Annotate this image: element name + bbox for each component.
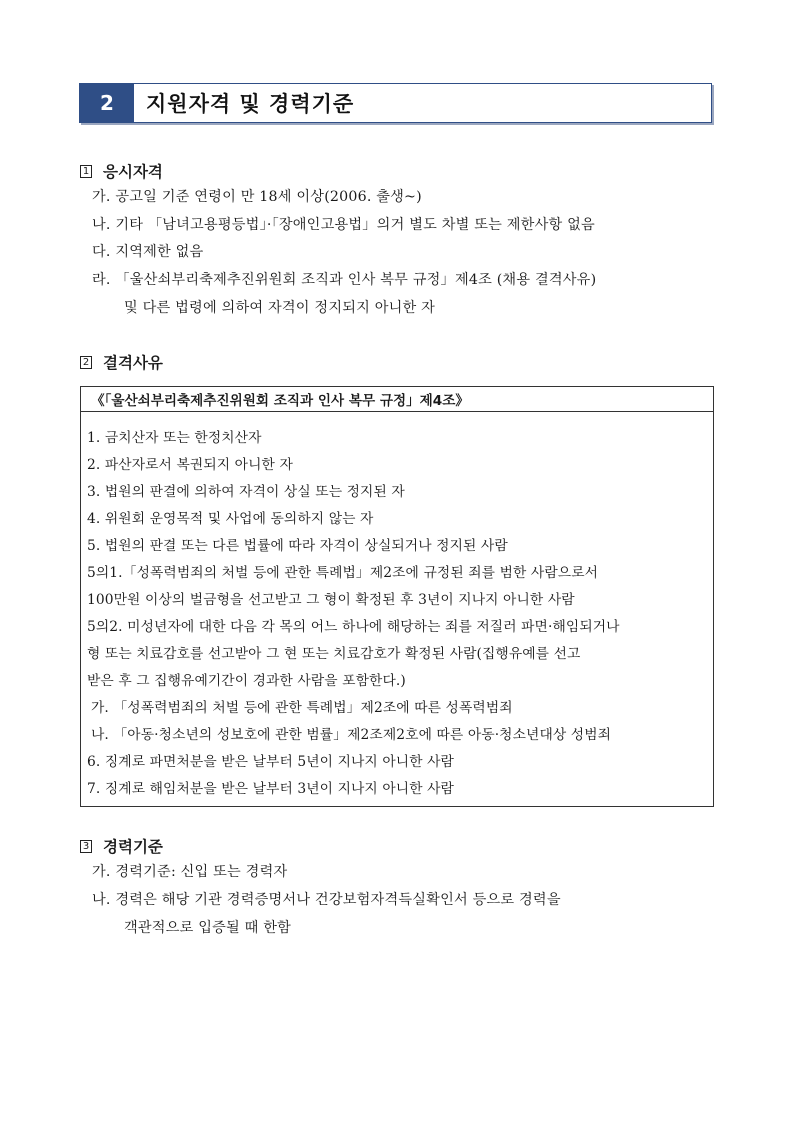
career-item: 나. 경력은 해당 기관 경력증명서나 건강보험자격득실확인서 등으로 경력을 — [92, 892, 561, 908]
box-line: 7. 징계로 해임처분을 받은 날부터 3년이 지나지 아니한 사람 — [87, 781, 454, 797]
qualification-item: 다. 지역제한 없음 — [92, 244, 204, 260]
box-line: 4. 위원회 운영목적 및 사업에 동의하지 않는 자 — [87, 511, 374, 527]
box-line: 5의2. 미성년자에 대한 다음 각 목의 어느 하나에 해당하는 죄를 저질러 파면·해임되거나 — [87, 619, 620, 635]
qualification-heading — [80, 160, 163, 182]
box-line: 나. 「아동·청소년의 성보호에 관한 범률」제2조제2호에 따른 아동·청소년대상 성범죄 — [91, 727, 612, 743]
box-line: 1. 금치산자 또는 한정치산자 — [87, 430, 262, 446]
qualification-item: 나. 기타 「남녀고용평등법」·「장애인고용법」의거 별도 차별 또는 제한사항 없음 — [92, 217, 595, 233]
qualification-item-continuation: 및 다른 법령에 의하여 자격이 정지되지 아니한 자 — [124, 300, 436, 316]
section-title: 지원자격 및 경력기준 — [146, 92, 355, 116]
qualification-marker: 1 — [80, 165, 92, 178]
box-line: 가. 「성폭력범죄의 처벌 등에 관한 특례법」제2조에 따른 성폭력범죄 — [91, 700, 513, 716]
career-heading-text: 경력기준 — [103, 838, 163, 856]
box-line: 5의1.「성폭력범죄의 처벌 등에 관한 특례법」제2조에 규정된 죄를 범한 사람으로서 — [87, 565, 599, 581]
box-title: 《「울산쇠부리축제추진위원회 조직과 인사 복무 규정」제4조》 — [81, 387, 713, 412]
career-item: 가. 경력기준: 신입 또는 경력자 — [92, 864, 288, 880]
box-line: 2. 파산자로서 복권되지 아니한 자 — [87, 457, 293, 473]
disqualification-heading-text: 결격사유 — [103, 354, 163, 372]
qualification-item: 가. 공고일 기준 연령이 만 18세 이상(2006. 출생~) — [92, 189, 422, 205]
box-line: 3. 법원의 판결에 의하여 자격이 상실 또는 정지된 자 — [87, 484, 405, 500]
career-marker: 3 — [80, 840, 92, 853]
box-line: 5. 법원의 판결 또는 다른 법률에 따라 자격이 상실되거나 정지된 사람 — [87, 538, 508, 554]
disqualification-marker: 2 — [80, 356, 92, 369]
qualification-item: 라. 「울산쇠부리축제추진위원회 조직과 인사 복무 규정」제4조 (채용 결격사유) — [92, 272, 597, 288]
career-heading — [80, 835, 163, 857]
section-number: 2 — [80, 84, 134, 122]
box-line: 받은 후 그 집행유예기간이 경과한 사람을 포함한다.) — [87, 673, 406, 689]
box-line: 형 또는 치료감호를 선고받아 그 현 또는 치료감호가 확정된 사람(집행유예를 선고 — [87, 646, 581, 662]
box-line: 100만원 이상의 벌금형을 선고받고 그 형이 확정된 후 3년이 지나지 아니한 사람 — [87, 592, 575, 608]
disqualification-heading — [80, 351, 163, 373]
box-line: 6. 징계로 파면처분을 받은 날부터 5년이 지나지 아니한 사람 — [87, 754, 454, 770]
disqualification-box — [80, 386, 714, 807]
section-header — [79, 83, 712, 123]
qualification-heading-text: 응시자격 — [103, 163, 163, 181]
career-item-continuation: 객관적으로 입증될 때 한함 — [124, 920, 292, 936]
